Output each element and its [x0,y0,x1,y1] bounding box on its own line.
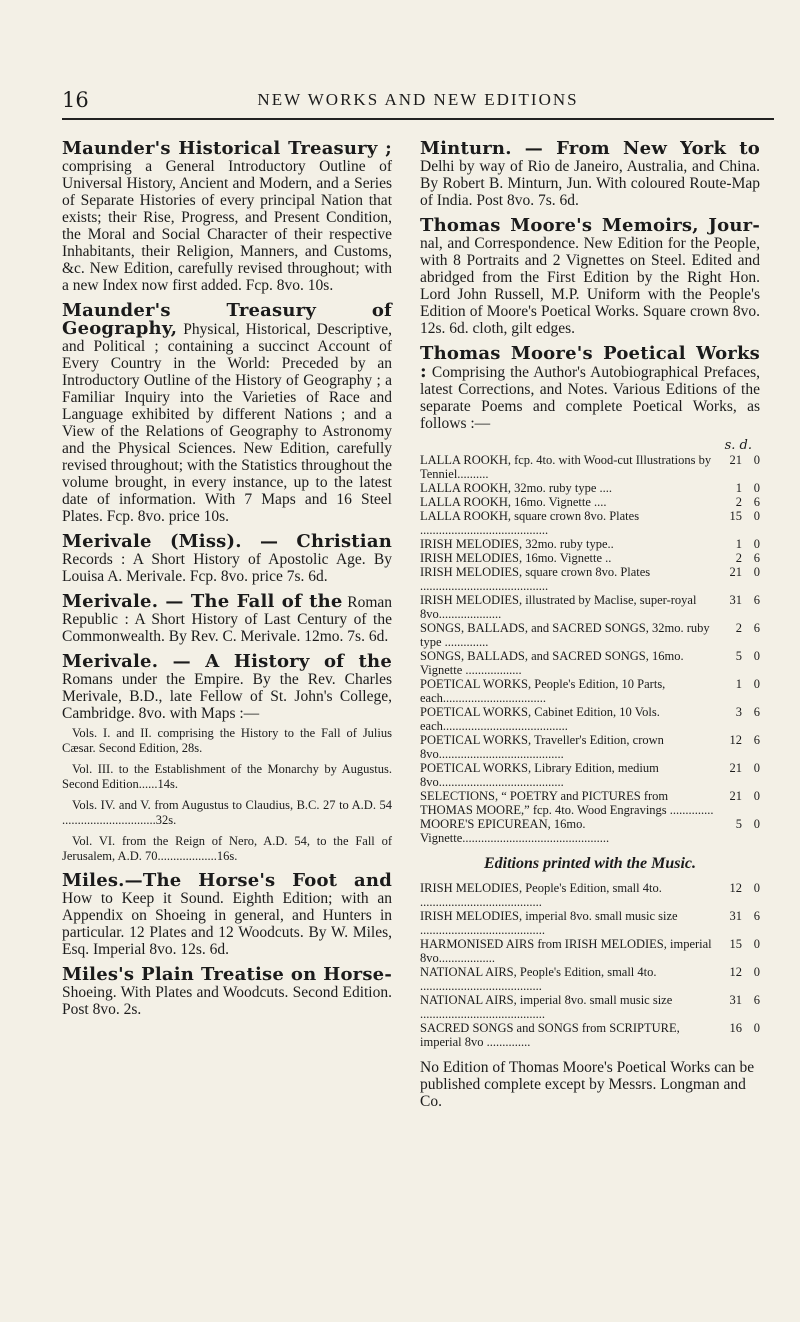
entry-heading: Merivale (Miss). — Christian [62,531,392,552]
price-pence: 6 [753,551,760,565]
price-item [420,677,760,705]
volume-note: Vol. VI. from the Reign of Nero, A.D. 54, to the Fall of Jerusalem, A.D. 70...................16s. [62,834,392,863]
price-item-title: IRISH MELODIES, 16mo. Vignette .. [420,551,612,565]
price-item-amount [720,881,760,895]
entry-body: nal, and Correspondence. New Edition for the People, with 8 Portraits and 2 Vignettes on Steel. Edited and abridged from the First Edition by the Right Hon. Lord John Russell, M.P. Uniform with the People's Edition of Moore's Poetical Works. Square crown 8vo. 12s. 6d. cloth, gilt edges. [420,235,760,337]
price-item-amount [720,761,760,775]
price-item [420,495,760,509]
price-item [420,509,760,537]
price-item-amount [720,621,760,635]
price-item-amount [720,509,760,523]
entry-merivale-romans-empire [62,653,392,864]
price-item-amount [720,789,760,803]
price-item [420,551,760,565]
price-pence: 0 [753,509,760,523]
entry-body: Records : A Short History of Apostolic Age. By Louisa A. Merivale. Fcp. 8vo. price 7s. 6d. [62,551,392,585]
price-item-title: IRISH MELODIES, imperial 8vo. small music size ........................................ [420,909,678,937]
price-pence: 0 [753,1021,760,1035]
price-item-title: SACRED SONGS and SONGS from SCRIPTURE, imperial 8vo .............. [420,1021,680,1049]
entry-maunder-history [62,140,392,294]
price-item-amount [720,677,760,691]
price-pence: 0 [753,817,760,831]
price-pence: 0 [753,481,760,495]
price-pence: 6 [753,909,760,923]
price-pence: 0 [753,453,760,467]
price-item-title: POETICAL WORKS, People's Edition, 10 Parts, each................................. [420,677,666,705]
running-title: NEW WORKS AND NEW EDITIONS [257,90,579,109]
price-item-title: IRISH MELODIES, People's Edition, small 4to. ....................................... [420,881,662,909]
price-item-amount [720,481,760,495]
price-item-title: HARMONISED AIRS from IRISH MELODIES, imperial 8vo.................. [420,937,712,965]
entry-body: Romans under the Empire. By the Rev. Charles Merivale, B.D., late Fellow of St. John's College, Cambridge. 8vo. with Maps :— [62,671,392,722]
right-column [420,140,760,1110]
entry-miles-horse-foot [62,872,392,958]
price-pence: 6 [753,495,760,509]
entry-heading: Merivale. — The Fall of the [62,591,343,612]
price-item-title: LALLA ROOKH, 16mo. Vignette .... [420,495,607,509]
price-shillings: 21 [729,789,742,803]
entry-merivale-christian-records [62,533,392,585]
price-item [420,453,760,481]
price-item-title: POETICAL WORKS, Cabinet Edition, 10 Vols. each........................................ [420,705,660,733]
entry-body: How to Keep it Sound. Eighth Edition; with an Appendix on Shoeing in general, and Hunters in particular. 12 Plates and 12 Woodcuts. By W. Miles, Esq. Imperial 8vo. 12s. 6d. [62,890,392,958]
price-shillings: 31 [729,909,742,923]
price-item-title: NATIONAL AIRS, People's Edition, small 4to. ....................................... [420,965,657,993]
price-shillings: 1 [735,677,742,691]
entry-moore-poetical-works [420,345,760,432]
price-item-amount [720,909,760,923]
entry-heading: Merivale. — A History of the [62,651,392,672]
volume-note: Vol. III. to the Establishment of the Monarchy by Augustus. Second Edition......14s. [62,762,392,791]
price-item [420,537,760,551]
entry-maunder-geography [62,302,392,525]
price-pence: 6 [753,705,760,719]
price-item [420,1021,760,1049]
price-shillings: 1 [735,537,742,551]
price-item [420,565,760,593]
price-item-title: IRISH MELODIES, illustrated by Maclise, super-royal 8vo.................... [420,593,697,621]
price-item-title: SONGS, BALLADS, and SACRED SONGS, 16mo. Vignette .................. [420,649,684,677]
price-column-header: s. d. [724,438,752,453]
page-number: 16 [62,88,89,112]
price-item [420,937,760,965]
closing-note: No Edition of Thomas Moore's Poetical Works can be published complete except by Messrs. Longman and Co. [420,1059,755,1110]
price-item-title: SELECTIONS, “ POETRY and PICTURES from THOMAS MOORE,” fcp. 4to. Wood Engravings .............. [420,789,714,817]
entry-heading: Maunder's Treasury of Geography, [62,300,392,339]
music-subhead: Editions printed with the Music. [483,855,697,872]
price-pence: 0 [753,789,760,803]
price-item-amount [720,565,760,579]
price-pence: 0 [753,965,760,979]
entry-body: Shoeing. With Plates and Woodcuts. Second Edition. Post 8vo. 2s. [62,984,392,1018]
price-item-title: LALLA ROOKH, fcp. 4to. with Wood-cut Illustrations by Tenniel.......... [420,453,712,481]
price-item-amount [720,817,760,831]
entry-minturn [420,140,760,209]
entry-heading: Minturn. — From New York to [420,138,760,159]
price-item-title: NATIONAL AIRS, imperial 8vo. small music size ........................................ [420,993,673,1021]
price-item [420,733,760,761]
page-header [62,88,774,114]
entry-heading: Miles's Plain Treatise on Horse- [62,964,392,985]
price-shillings: 21 [729,453,742,467]
price-list [420,453,760,845]
price-pence: 0 [753,881,760,895]
price-item-amount [720,965,760,979]
price-item-title: IRISH MELODIES, 32mo. ruby type.. [420,537,614,551]
price-item-title: LALLA ROOKH, square crown 8vo. Plates ......................................... [420,509,640,537]
price-item-amount [720,937,760,951]
entry-moore-memoirs [420,217,760,337]
price-pence: 6 [753,621,760,635]
price-shillings: 31 [729,593,742,607]
price-item [420,761,760,789]
price-item-amount [720,733,760,747]
price-pence: 0 [753,761,760,775]
price-shillings: 2 [735,495,742,509]
entry-body: Roman Republic : A Short History of Last Century of the Commonwealth. By Rev. C. Merivale. 12mo. 7s. 6d. [62,594,393,645]
price-item-title: LALLA ROOKH, 32mo. ruby type .... [420,481,612,495]
price-shillings: 31 [729,993,742,1007]
price-pence: 0 [753,649,760,663]
price-pence: 0 [753,677,760,691]
price-item [420,789,760,817]
price-item [420,909,760,937]
entry-miles-horse-shoeing [62,966,392,1018]
price-item [420,817,760,845]
entry-heading: Miles.—The Horse's Foot and [62,870,392,891]
entry-heading: Thomas Moore's Poetical Works : [420,343,760,382]
price-item-amount [720,453,760,467]
price-item [420,621,760,649]
price-item-amount [720,1021,760,1035]
price-pence: 0 [753,565,760,579]
price-shillings: 5 [735,817,742,831]
price-item [420,649,760,677]
price-item-title: POETICAL WORKS, Library Edition, medium 8vo........................................ [420,761,659,789]
price-item [420,593,760,621]
price-item-amount [720,537,760,551]
price-item-title: SONGS, BALLADS, and SACRED SONGS, 32mo. ruby type .............. [420,621,710,649]
price-shillings: 12 [729,881,742,895]
entry-body: comprising a General Introductory Outline of Universal History, Ancient and Modern, and a Series of Separate Histories of every principal Nation that exists; their Rise, Progress, and Present Condition, the Moral and Social Character of their respective Inhabitants, their Religion, Manners, and Customs, &c. New Edition, carefully revised throughout; with a new Index now first added. Fcp. 8vo. 10s. [62,158,392,294]
entry-merivale-fall-republic [62,593,392,645]
price-item [420,705,760,733]
price-item-title: POETICAL WORKS, Traveller's Edition, crown 8vo........................................ [420,733,664,761]
price-shillings: 1 [735,481,742,495]
price-item-title: IRISH MELODIES, square crown 8vo. Plates ......................................... [420,565,651,593]
price-item-amount [720,993,760,1007]
price-shillings: 21 [729,565,742,579]
entry-body: Physical, Historical, Descriptive, and Political ; containing a succinct Account of Every Country in the World: Preceded by an Introductory Outline of the History of Geography ; a Familiar Inquiry into the Varieties of Race and Language exhibited by different Nations ; and a View of the Relations of Geography to Astronomy and the Physical Sciences. New Edition, carefully revised throughout; with the Statistics throughout the volume brought, in every instance, up to the latest date of information. With 7 Maps and 16 Steel Plates. Fcp. 8vo. price 10s. [62,321,393,525]
entry-heading: Thomas Moore's Memoirs, Jour- [420,215,760,236]
price-pence: 6 [753,993,760,1007]
price-shillings: 12 [729,733,742,747]
price-shillings: 3 [735,705,742,719]
price-item [420,993,760,1021]
price-shillings: 5 [735,649,742,663]
price-shillings: 2 [735,621,742,635]
left-column [62,140,392,1026]
price-item-amount [720,705,760,719]
volume-note: Vols. I. and II. comprising the History to the Fall of Julius Cæsar. Second Edition, 28s. [62,726,392,755]
price-shillings: 15 [729,509,742,523]
price-shillings: 2 [735,551,742,565]
price-item [420,481,760,495]
price-pence: 6 [753,733,760,747]
volume-note: Vols. IV. and V. from Augustus to Claudius, B.C. 27 to A.D. 54 ..............................32s. [62,798,392,827]
price-item-amount [720,495,760,509]
price-item-amount [720,593,760,607]
price-pence: 0 [753,537,760,551]
entry-heading: Maunder's Historical Treasury ; [62,138,392,159]
price-item-title: MOORE'S EPICUREAN, 16mo. Vignette............................................... [420,817,610,845]
price-shillings: 12 [729,965,742,979]
price-shillings: 16 [729,1021,742,1035]
entry-body: Comprising the Author's Autobiographical Prefaces, latest Corrections, and Notes. Various Editions of the separate Poems and complete Poetical Works, as follows :— [420,364,760,432]
price-item-amount [720,551,760,565]
price-item [420,965,760,993]
price-pence: 6 [753,593,760,607]
price-item [420,881,760,909]
entry-body: Delhi by way of Rio de Janeiro, Australia, and China. By Robert B. Minturn, Jun. With coloured Route-Map of India. Post 8vo. 7s. 6d. [420,158,760,209]
price-pence: 0 [753,937,760,951]
price-item-amount [720,649,760,663]
price-shillings: 21 [729,761,742,775]
price-shillings: 15 [729,937,742,951]
header-rule [62,118,774,120]
music-price-list [420,881,760,1049]
